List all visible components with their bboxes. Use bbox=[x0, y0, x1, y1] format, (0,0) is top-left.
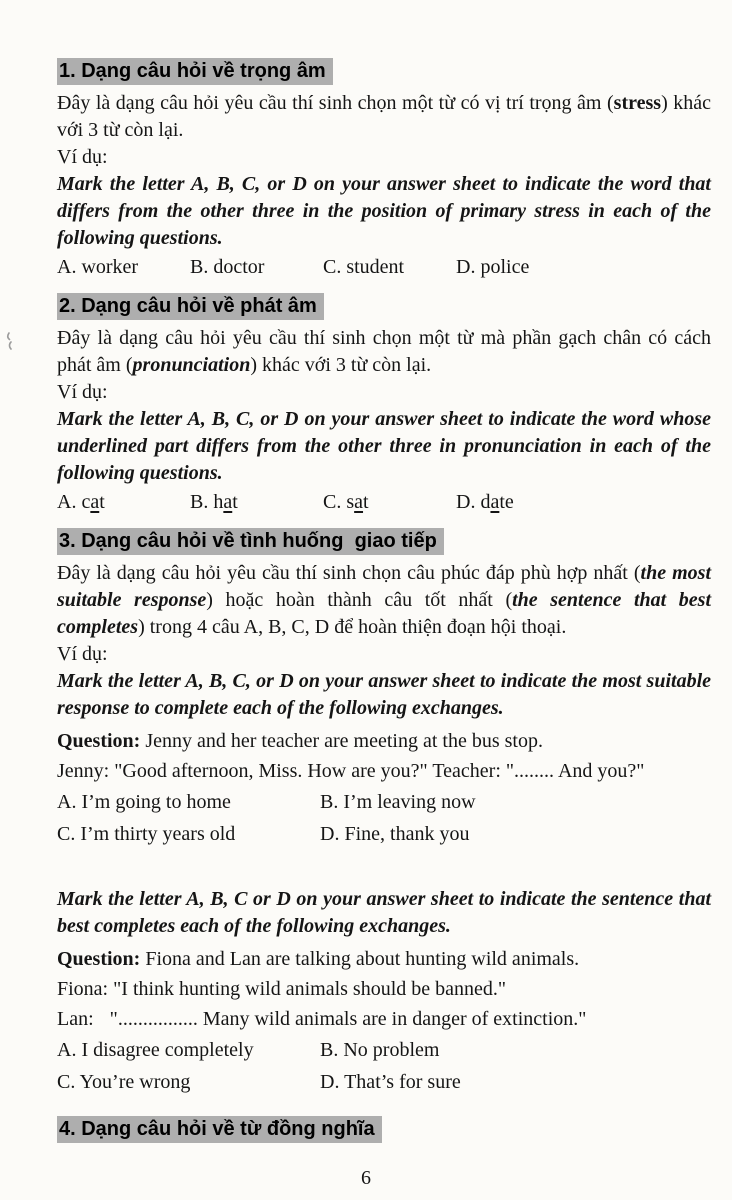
option-label: C. bbox=[57, 1071, 76, 1093]
option-d bbox=[320, 818, 469, 850]
option-label: D. bbox=[456, 256, 476, 278]
instruction-text: Mark the letter A, B, C, or D on your answer sheet to indicate the word whose underlined part differs from the other three in pronunciation in each of the following questions. bbox=[57, 408, 711, 484]
option-text: No problem bbox=[343, 1039, 440, 1061]
option-text: student bbox=[346, 256, 405, 278]
option-text: doctor bbox=[213, 256, 265, 278]
dialog-text: "................ Many wild animals are in danger of extinction." bbox=[109, 1008, 587, 1030]
option-label: C. bbox=[323, 256, 342, 278]
option-c bbox=[57, 1066, 320, 1098]
option-b bbox=[190, 488, 323, 516]
intro-text: Đây là dạng câu hỏi yêu cầu thí sinh chọn một từ mà phần gạch chân có cách phát âm ( bbox=[57, 327, 711, 376]
option-text: police bbox=[480, 256, 530, 278]
intro-text: ) khác với 3 từ còn lại. bbox=[250, 354, 432, 376]
question-text: Fiona and Lan are talking about hunting wild animals. bbox=[145, 948, 580, 970]
section-3-intro bbox=[57, 560, 711, 641]
instruction-text: Mark the letter A, B, C, or D on your answer sheet to indicate the word that differs from the other three in the position of primary stress in each of the following questions. bbox=[57, 173, 711, 249]
option-label: D. bbox=[456, 491, 476, 513]
option-label: A. bbox=[57, 491, 77, 513]
option-c bbox=[323, 488, 456, 516]
option-c bbox=[323, 253, 456, 281]
instruction-text: Mark the letter A, B, C or D on your answer sheet to indicate the sentence that best completes each of the following exchanges. bbox=[57, 888, 711, 937]
option-c bbox=[57, 818, 320, 850]
option-d bbox=[320, 1066, 461, 1098]
option-b bbox=[320, 1034, 439, 1066]
option-label: B. bbox=[190, 491, 209, 513]
underlined-letter: a bbox=[223, 491, 233, 513]
speaker-label: Lan: bbox=[57, 1008, 94, 1030]
section-synonyms bbox=[57, 1114, 711, 1144]
section-heading-row bbox=[57, 1114, 711, 1144]
document-page bbox=[57, 56, 711, 1148]
option-label: A. bbox=[57, 256, 77, 278]
option-text: I’m leaving now bbox=[343, 791, 476, 813]
option-a bbox=[57, 1034, 320, 1066]
intro-text: ) hoặc hoàn thành câu tốt nhất ( bbox=[206, 589, 513, 611]
section-2-intro bbox=[57, 325, 711, 379]
option-label: C. bbox=[323, 491, 342, 513]
section-4-heading: 4. Dạng câu hỏi về từ đồng nghĩa bbox=[57, 1116, 382, 1143]
option-text: I’m going to home bbox=[81, 791, 231, 813]
option-text: You’re wrong bbox=[79, 1071, 191, 1093]
example-label: Ví dụ: bbox=[57, 381, 108, 403]
option-text: worker bbox=[81, 256, 139, 278]
section-communication bbox=[57, 526, 711, 1098]
intro-text: ) khác với 3 từ còn lại. bbox=[57, 92, 711, 141]
section-3-heading: 3. Dạng câu hỏi về tình huống giao tiếp bbox=[57, 528, 444, 555]
intro-text: Đây là dạng câu hỏi yêu cầu thí sinh chọn một từ có vị trí trọng âm ( bbox=[57, 92, 614, 114]
dialog-line: Fiona: "I think hunting wild animals should be banned." bbox=[57, 978, 507, 1000]
section-stress bbox=[57, 56, 711, 281]
option-d bbox=[456, 488, 514, 516]
underlined-letter: a bbox=[90, 491, 100, 513]
intro-text: Đây là dạng câu hỏi yêu cầu thí sinh chọn câu phúc đáp phù hợp nhất ( bbox=[57, 562, 641, 584]
option-label: D. bbox=[320, 1071, 340, 1093]
dialog-line bbox=[57, 1004, 711, 1034]
option-a bbox=[57, 253, 190, 281]
question-label: Question: bbox=[57, 948, 141, 970]
question-text: Jenny and her teacher are meeting at the bus stop. bbox=[145, 730, 543, 752]
dialog-line: Jenny: "Good afternoon, Miss. How are you?" Teacher: "........ And you?" bbox=[57, 760, 645, 782]
instruction-text: Mark the letter A, B, C, or D on your answer sheet to indicate the most suitable response to complete each of the following exchanges. bbox=[57, 670, 711, 719]
intro-bold-italic-term: the most suitable response bbox=[57, 562, 711, 611]
section-heading-row bbox=[57, 56, 711, 86]
options-row bbox=[57, 488, 711, 516]
section-1-intro bbox=[57, 90, 711, 144]
option-label: D. bbox=[320, 823, 340, 845]
question-line bbox=[57, 726, 711, 756]
section-pronunciation bbox=[57, 291, 711, 516]
option-text: I disagree completely bbox=[81, 1039, 254, 1061]
options-row bbox=[57, 818, 711, 850]
option-word: date bbox=[480, 491, 514, 513]
option-label: B. bbox=[320, 1039, 339, 1061]
example-label: Ví dụ: bbox=[57, 146, 108, 168]
option-label: B. bbox=[190, 256, 209, 278]
intro-text: ) trong 4 câu A, B, C, D để hoàn thiện đoạn hội thoại. bbox=[138, 616, 567, 638]
options-row bbox=[57, 253, 711, 281]
underlined-letter: a bbox=[490, 491, 500, 513]
section-heading-row bbox=[57, 291, 711, 321]
option-text: That’s for sure bbox=[344, 1071, 461, 1093]
page-number: 6 bbox=[361, 1167, 371, 1189]
section-2-heading: 2. Dạng câu hỏi về phát âm bbox=[57, 293, 324, 320]
intro-bold-italic-term: the sentence that best completes bbox=[57, 589, 712, 638]
section-1-heading: 1. Dạng câu hỏi về trọng âm bbox=[57, 58, 333, 85]
option-b bbox=[320, 786, 476, 818]
question-line bbox=[57, 944, 711, 974]
intro-bold-term: stress bbox=[613, 92, 662, 114]
underlined-letter: a bbox=[354, 491, 364, 513]
option-text: I’m thirty years old bbox=[80, 823, 236, 845]
options-row bbox=[57, 1066, 711, 1098]
scan-artifact bbox=[5, 332, 15, 350]
option-word: hat bbox=[213, 491, 238, 513]
section-heading-row bbox=[57, 526, 711, 556]
option-a bbox=[57, 786, 320, 818]
options-row bbox=[57, 1034, 711, 1066]
options-row bbox=[57, 786, 711, 818]
option-label: A. bbox=[57, 791, 77, 813]
question-label: Question: bbox=[57, 730, 141, 752]
option-label: B. bbox=[320, 791, 339, 813]
option-word: cat bbox=[81, 491, 105, 513]
example-label: Ví dụ: bbox=[57, 643, 108, 665]
option-label: A. bbox=[57, 1039, 77, 1061]
option-label: C. bbox=[57, 823, 76, 845]
option-a bbox=[57, 488, 190, 516]
intro-bold-italic-term: pronunciation bbox=[132, 354, 251, 376]
option-word: sat bbox=[346, 491, 369, 513]
option-d bbox=[456, 253, 529, 281]
option-b bbox=[190, 253, 323, 281]
option-text: Fine, thank you bbox=[344, 823, 470, 845]
